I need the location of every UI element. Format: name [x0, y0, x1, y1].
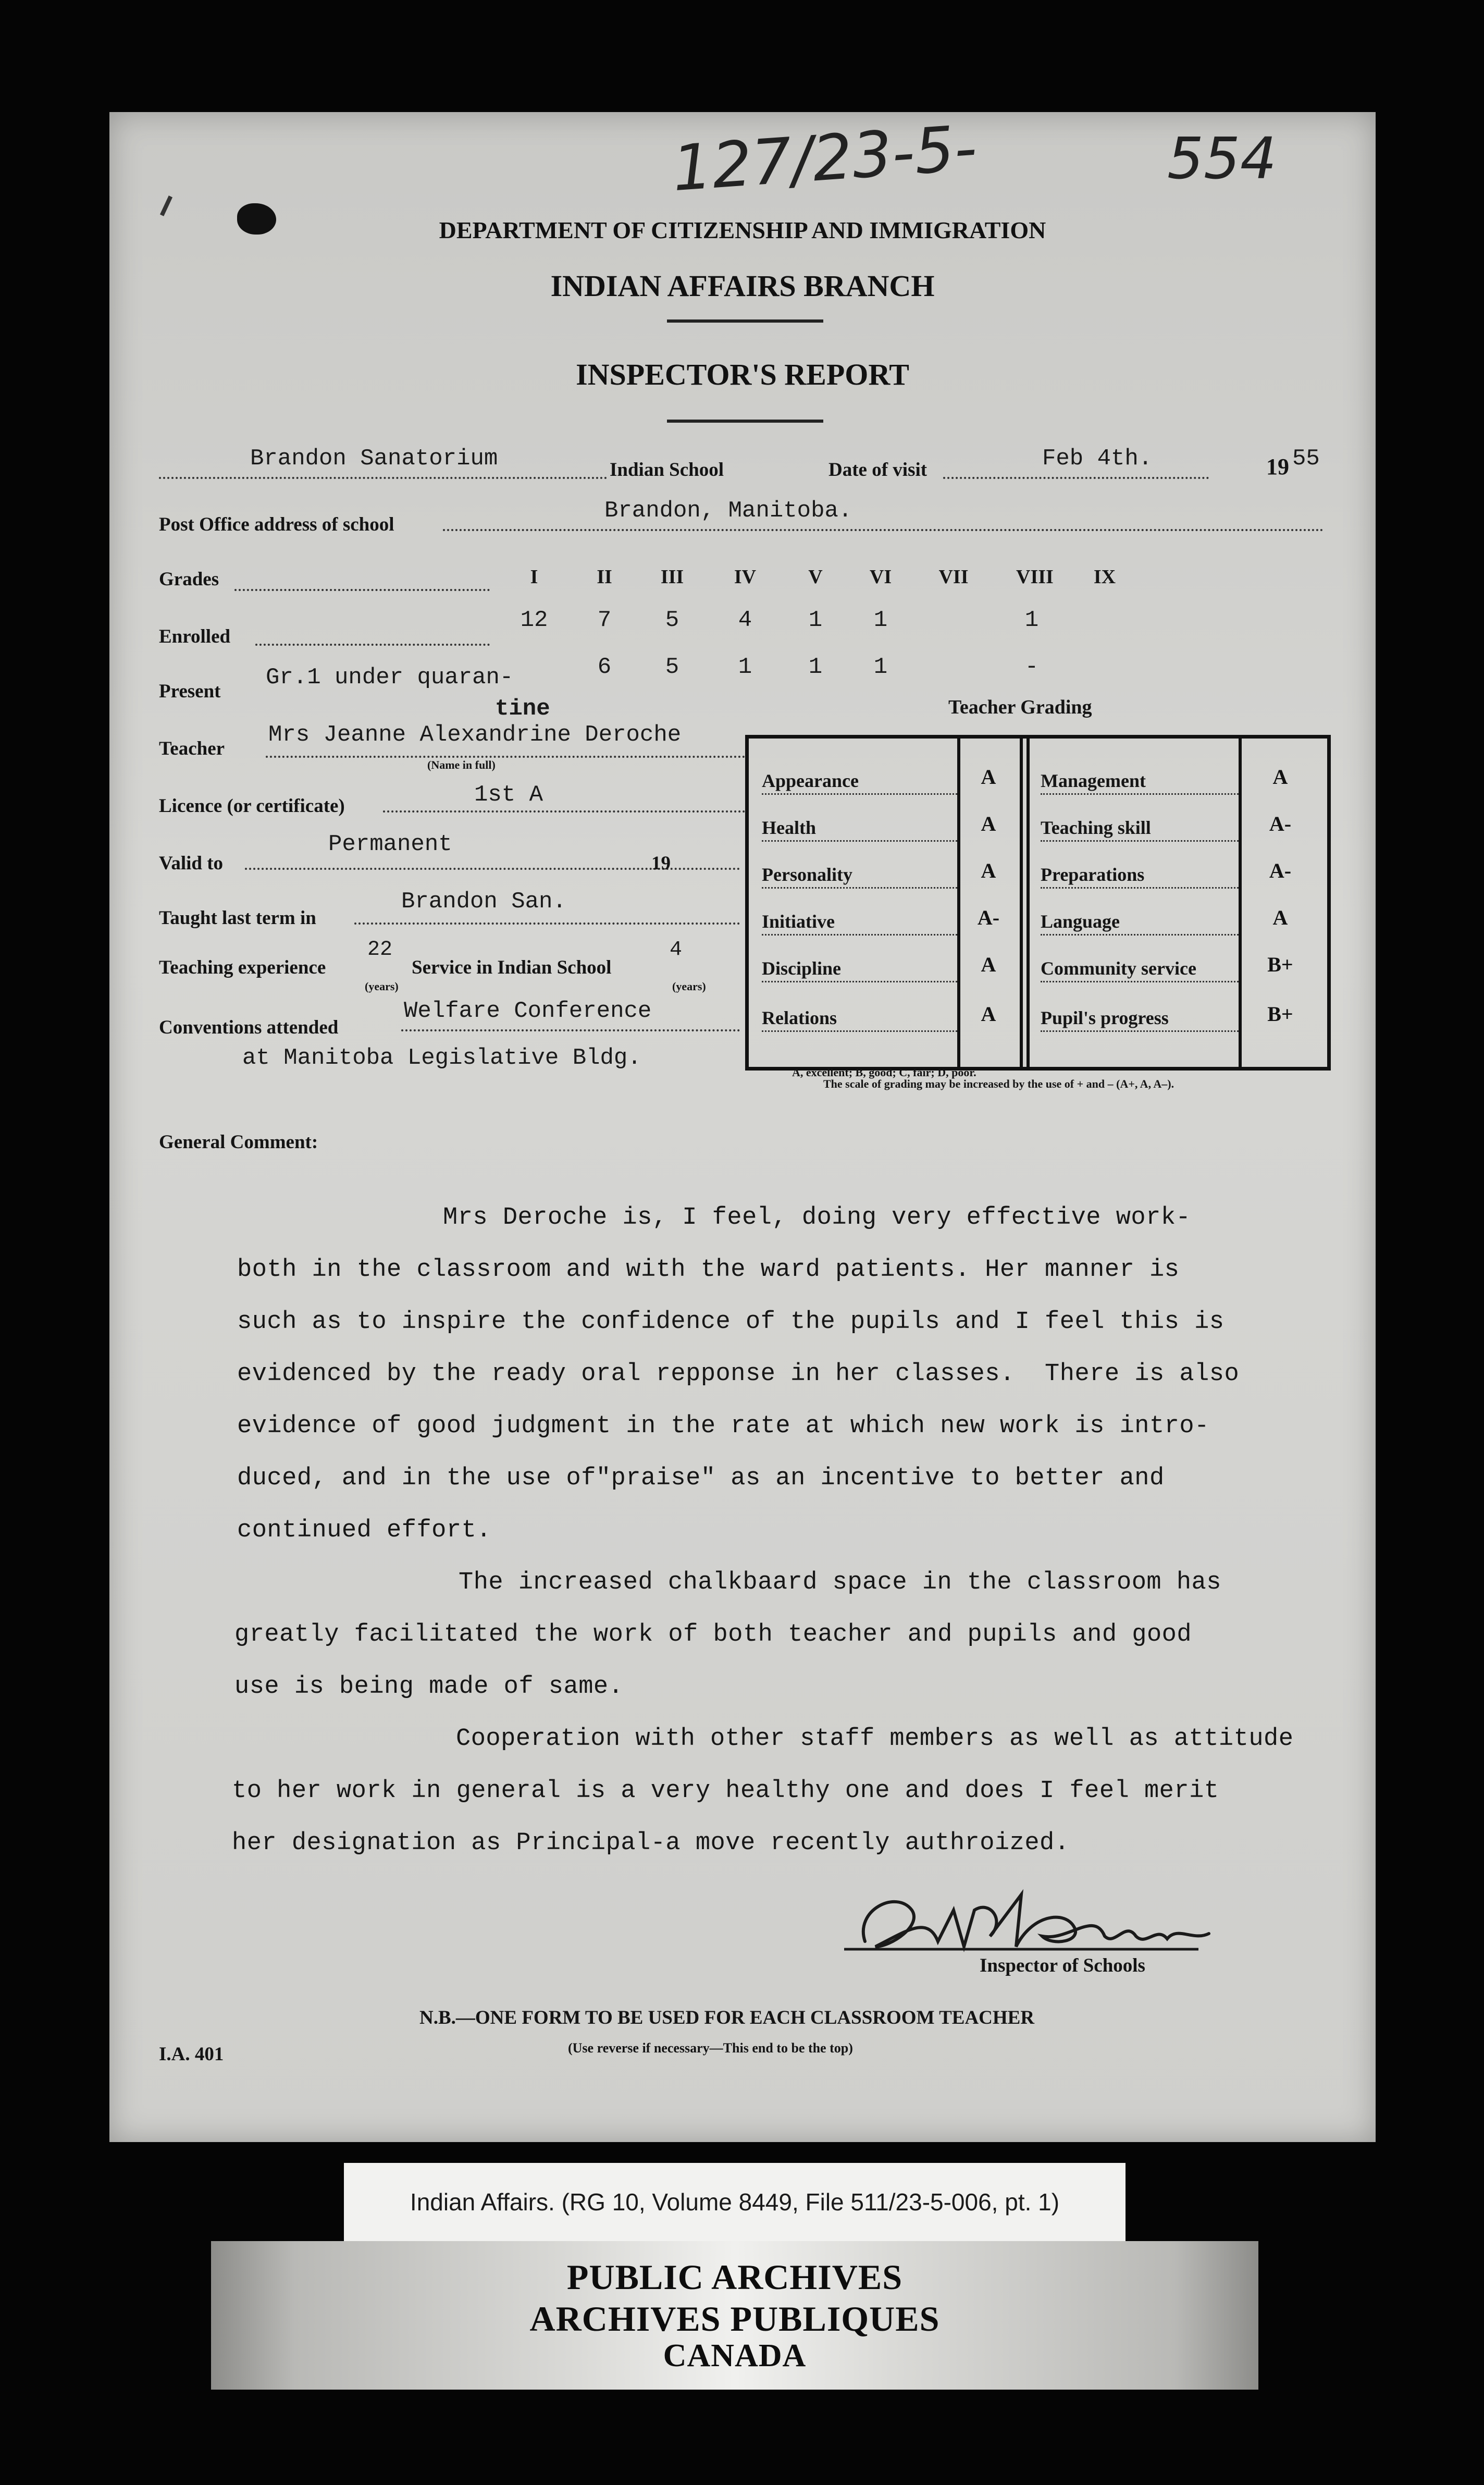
- header-rule: [667, 319, 823, 323]
- comment-line: evidenced by the ready oral repponse in her classes. There is also: [237, 1360, 1240, 1388]
- comment-line: her designation as Principal-a move recently authroized.: [232, 1829, 1070, 1857]
- grading-criterion: Preparations: [1041, 864, 1145, 885]
- name-in-full-hint: (Name in full): [427, 758, 496, 771]
- grade-column-header: IX: [1093, 566, 1116, 588]
- date-of-visit: Feb 4th.: [1042, 446, 1153, 472]
- visit-year-prefix: 19: [1266, 454, 1289, 479]
- grading-score: B+: [1267, 1002, 1293, 1026]
- grading-criterion: Community service: [1041, 958, 1196, 979]
- enrolled-count: 1: [808, 607, 823, 633]
- archive-line-2: ARCHIVES PUBLIQUES: [529, 2299, 940, 2339]
- enrolled-count: 1: [873, 607, 888, 633]
- enrolled-count: 4: [738, 607, 752, 633]
- grade-column-header: VII: [938, 566, 969, 588]
- grade-column-header: II: [597, 566, 612, 588]
- school-name: Brandon Sanatorium: [250, 446, 498, 472]
- grading-score: A-: [977, 906, 1000, 929]
- service-value: 4: [670, 938, 683, 962]
- archive-line-3: CANADA: [663, 2338, 807, 2373]
- teacher-label: Teacher: [159, 738, 225, 759]
- grading-dotted-line: [762, 934, 957, 936]
- po-address-line: [443, 529, 1324, 531]
- form-id: I.A. 401: [159, 2044, 224, 2065]
- grading-criterion: Language: [1041, 911, 1120, 932]
- po-address-value: Brandon, Manitoba.: [604, 498, 852, 524]
- grading-scale-note: The scale of grading may be increased by the use of + and – (A+, A, A–).: [823, 1077, 1174, 1090]
- enrolled-row: [109, 607, 1376, 638]
- licence-value: 1st A: [474, 782, 543, 808]
- licence-line: [383, 810, 745, 813]
- teacher-grading-table: [745, 735, 1331, 1071]
- date-of-visit-label: Date of visit: [828, 459, 928, 481]
- enrolled-line: [255, 644, 490, 646]
- present-count: 1: [738, 654, 752, 680]
- enrolled-count: 7: [597, 607, 612, 633]
- enrolled-count: 5: [665, 607, 679, 633]
- present-note: Gr.1 under quaran-: [266, 665, 514, 691]
- comment-line: continued effort.: [237, 1517, 491, 1544]
- grade-column-header: IV: [734, 566, 757, 588]
- comment-line: duced, and in the use of"praise" as an incentive to better and: [237, 1465, 1165, 1492]
- comment-line: The increased chalkbaard space in the classroom has: [459, 1569, 1221, 1596]
- grades-header-row: [109, 565, 1376, 597]
- grading-criterion: Relations: [762, 1007, 837, 1028]
- archive-reference-label: [344, 2163, 1126, 2241]
- handwritten-page-number: 554: [1167, 125, 1277, 192]
- taught-line: [354, 922, 740, 925]
- taught-last-term-label: Taught last term in: [159, 907, 316, 929]
- licence-label: Licence (or certificate): [159, 795, 345, 817]
- department-title: DEPARTMENT OF CITIZENSHIP AND IMMIGRATION: [439, 217, 1046, 243]
- teaching-experience-label: Teaching experience: [159, 957, 326, 978]
- comment-line: both in the classroom and with the ward patients. Her manner is: [237, 1256, 1180, 1284]
- grading-criterion: Discipline: [762, 958, 842, 979]
- archive-reference-text: Indian Affairs. (RG 10, Volume 8449, File 511/23-5-006, pt. 1): [410, 2188, 1060, 2216]
- report-form: [109, 112, 1376, 2142]
- comment-line: Cooperation with other staff members as well as attitude: [456, 1725, 1294, 1753]
- grading-criterion: Initiative: [762, 911, 835, 932]
- grading-score: A: [1272, 765, 1288, 789]
- archive-line-1: PUBLIC ARCHIVES: [566, 2257, 903, 2297]
- indian-school-label: Indian School: [610, 459, 724, 481]
- service-label: Service in Indian School: [412, 957, 612, 978]
- valid-to-value: Permanent: [328, 831, 452, 857]
- grading-dotted-line: [762, 981, 957, 982]
- grade-column-header: V: [808, 566, 823, 588]
- po-address-label: Post Office address of school: [159, 514, 394, 535]
- grading-score: A: [981, 1002, 996, 1026]
- grades-label: Grades: [159, 569, 219, 590]
- present-label: Present: [159, 681, 221, 702]
- grading-criterion: Appearance: [762, 770, 859, 791]
- inspector-of-schools-label: Inspector of Schools: [980, 1955, 1145, 1976]
- grading-criterion: Management: [1041, 770, 1146, 791]
- grading-dotted-line: [1041, 887, 1239, 889]
- grading-score: A: [981, 765, 996, 789]
- experience-years-hint: (years): [365, 980, 399, 993]
- grading-score: A: [981, 812, 996, 835]
- present-row: [109, 654, 1376, 685]
- comment-line: greatly facilitated the work of both teacher and pupils and good: [234, 1621, 1192, 1649]
- grading-score: A: [1272, 906, 1288, 929]
- title-rule: [667, 420, 823, 423]
- general-comment-label: General Comment:: [159, 1131, 318, 1153]
- grading-criterion: Teaching skill: [1041, 817, 1151, 838]
- present-count: 6: [597, 654, 612, 680]
- grading-score: A-: [1269, 812, 1292, 835]
- grading-score: B+: [1267, 953, 1293, 976]
- grading-criterion: Pupil's progress: [1041, 1007, 1169, 1028]
- grading-score: A: [981, 953, 996, 976]
- grading-criterion: Health: [762, 817, 816, 838]
- valid-year: 19: [651, 853, 671, 874]
- grading-score: A-: [1269, 859, 1292, 882]
- conventions-line: [401, 1029, 740, 1031]
- present-count: 5: [665, 654, 679, 680]
- grade-column-header: VI: [869, 566, 892, 588]
- comment-line: evidence of good judgment in the rate at which new work is intro-: [237, 1412, 1209, 1440]
- grading-rows: [749, 739, 1327, 1067]
- grade-column-header: III: [660, 566, 684, 588]
- present-note-continued: tine: [495, 696, 550, 722]
- conventions-value-continued: at Manitoba Legislative Bldg.: [242, 1045, 641, 1071]
- grade-column-header: VIII: [1016, 566, 1054, 588]
- grading-dotted-line: [762, 840, 957, 842]
- pen-mark: [160, 195, 172, 216]
- handwritten-file-ref: 127/23-5-: [670, 112, 980, 206]
- grading-dotted-line: [1041, 981, 1239, 982]
- grading-dotted-line: [1041, 840, 1239, 842]
- comment-line: Mrs Deroche is, I feel, doing very effective work-: [443, 1204, 1191, 1232]
- comment-line: use is being made of same.: [234, 1673, 624, 1701]
- taught-last-term-value: Brandon San.: [401, 889, 566, 915]
- date-line: [943, 477, 1209, 479]
- grading-dotted-line: [762, 1030, 957, 1032]
- school-name-line: [159, 477, 607, 479]
- present-count: 1: [808, 654, 823, 680]
- conventions-value: Welfare Conference: [404, 998, 652, 1024]
- grading-dotted-line: [762, 887, 957, 889]
- grade-column-header: I: [530, 566, 538, 588]
- present-count: 1: [873, 654, 888, 680]
- grading-dotted-line: [1041, 1030, 1239, 1032]
- teaching-experience-value: 22: [367, 938, 393, 962]
- report-title: INSPECTOR'S REPORT: [576, 358, 909, 391]
- grading-score: A: [981, 859, 996, 882]
- valid-to-label: Valid to: [159, 853, 224, 874]
- grading-dotted-line: [1041, 934, 1239, 936]
- enrolled-label: Enrolled: [159, 626, 231, 647]
- visit-year-suffix: 55: [1292, 446, 1320, 472]
- teacher-grading-title: Teacher Grading: [948, 696, 1092, 718]
- service-years-hint: (years): [672, 980, 706, 993]
- enrolled-count: 1: [1024, 607, 1039, 633]
- archive-stamp: [211, 2241, 1258, 2390]
- branch-title: INDIAN AFFAIRS BRANCH: [550, 269, 935, 303]
- grading-dotted-line: [762, 793, 957, 795]
- conventions-label: Conventions attended: [159, 1017, 339, 1038]
- teacher-line: [266, 756, 745, 758]
- teacher-name: Mrs Jeanne Alexandrine Deroche: [268, 722, 682, 748]
- grading-legend: A, excellent; B, good; C, fair; D, poor.: [792, 1066, 976, 1079]
- present-count: -: [1024, 654, 1039, 680]
- comment-line: such as to inspire the confidence of the pupils and I feel this is: [237, 1308, 1225, 1336]
- grading-criterion: Personality: [762, 864, 852, 885]
- enrolled-count: 12: [520, 607, 548, 633]
- form-subnote: (Use reverse if necessary—This end to be the top): [568, 2040, 853, 2056]
- grading-dotted-line: [1041, 793, 1239, 795]
- comment-line: to her work in general is a very healthy one and does I feel merit: [232, 1777, 1219, 1805]
- form-note: N.B.—ONE FORM TO BE USED FOR EACH CLASSROOM TEACHER: [419, 2007, 1035, 2028]
